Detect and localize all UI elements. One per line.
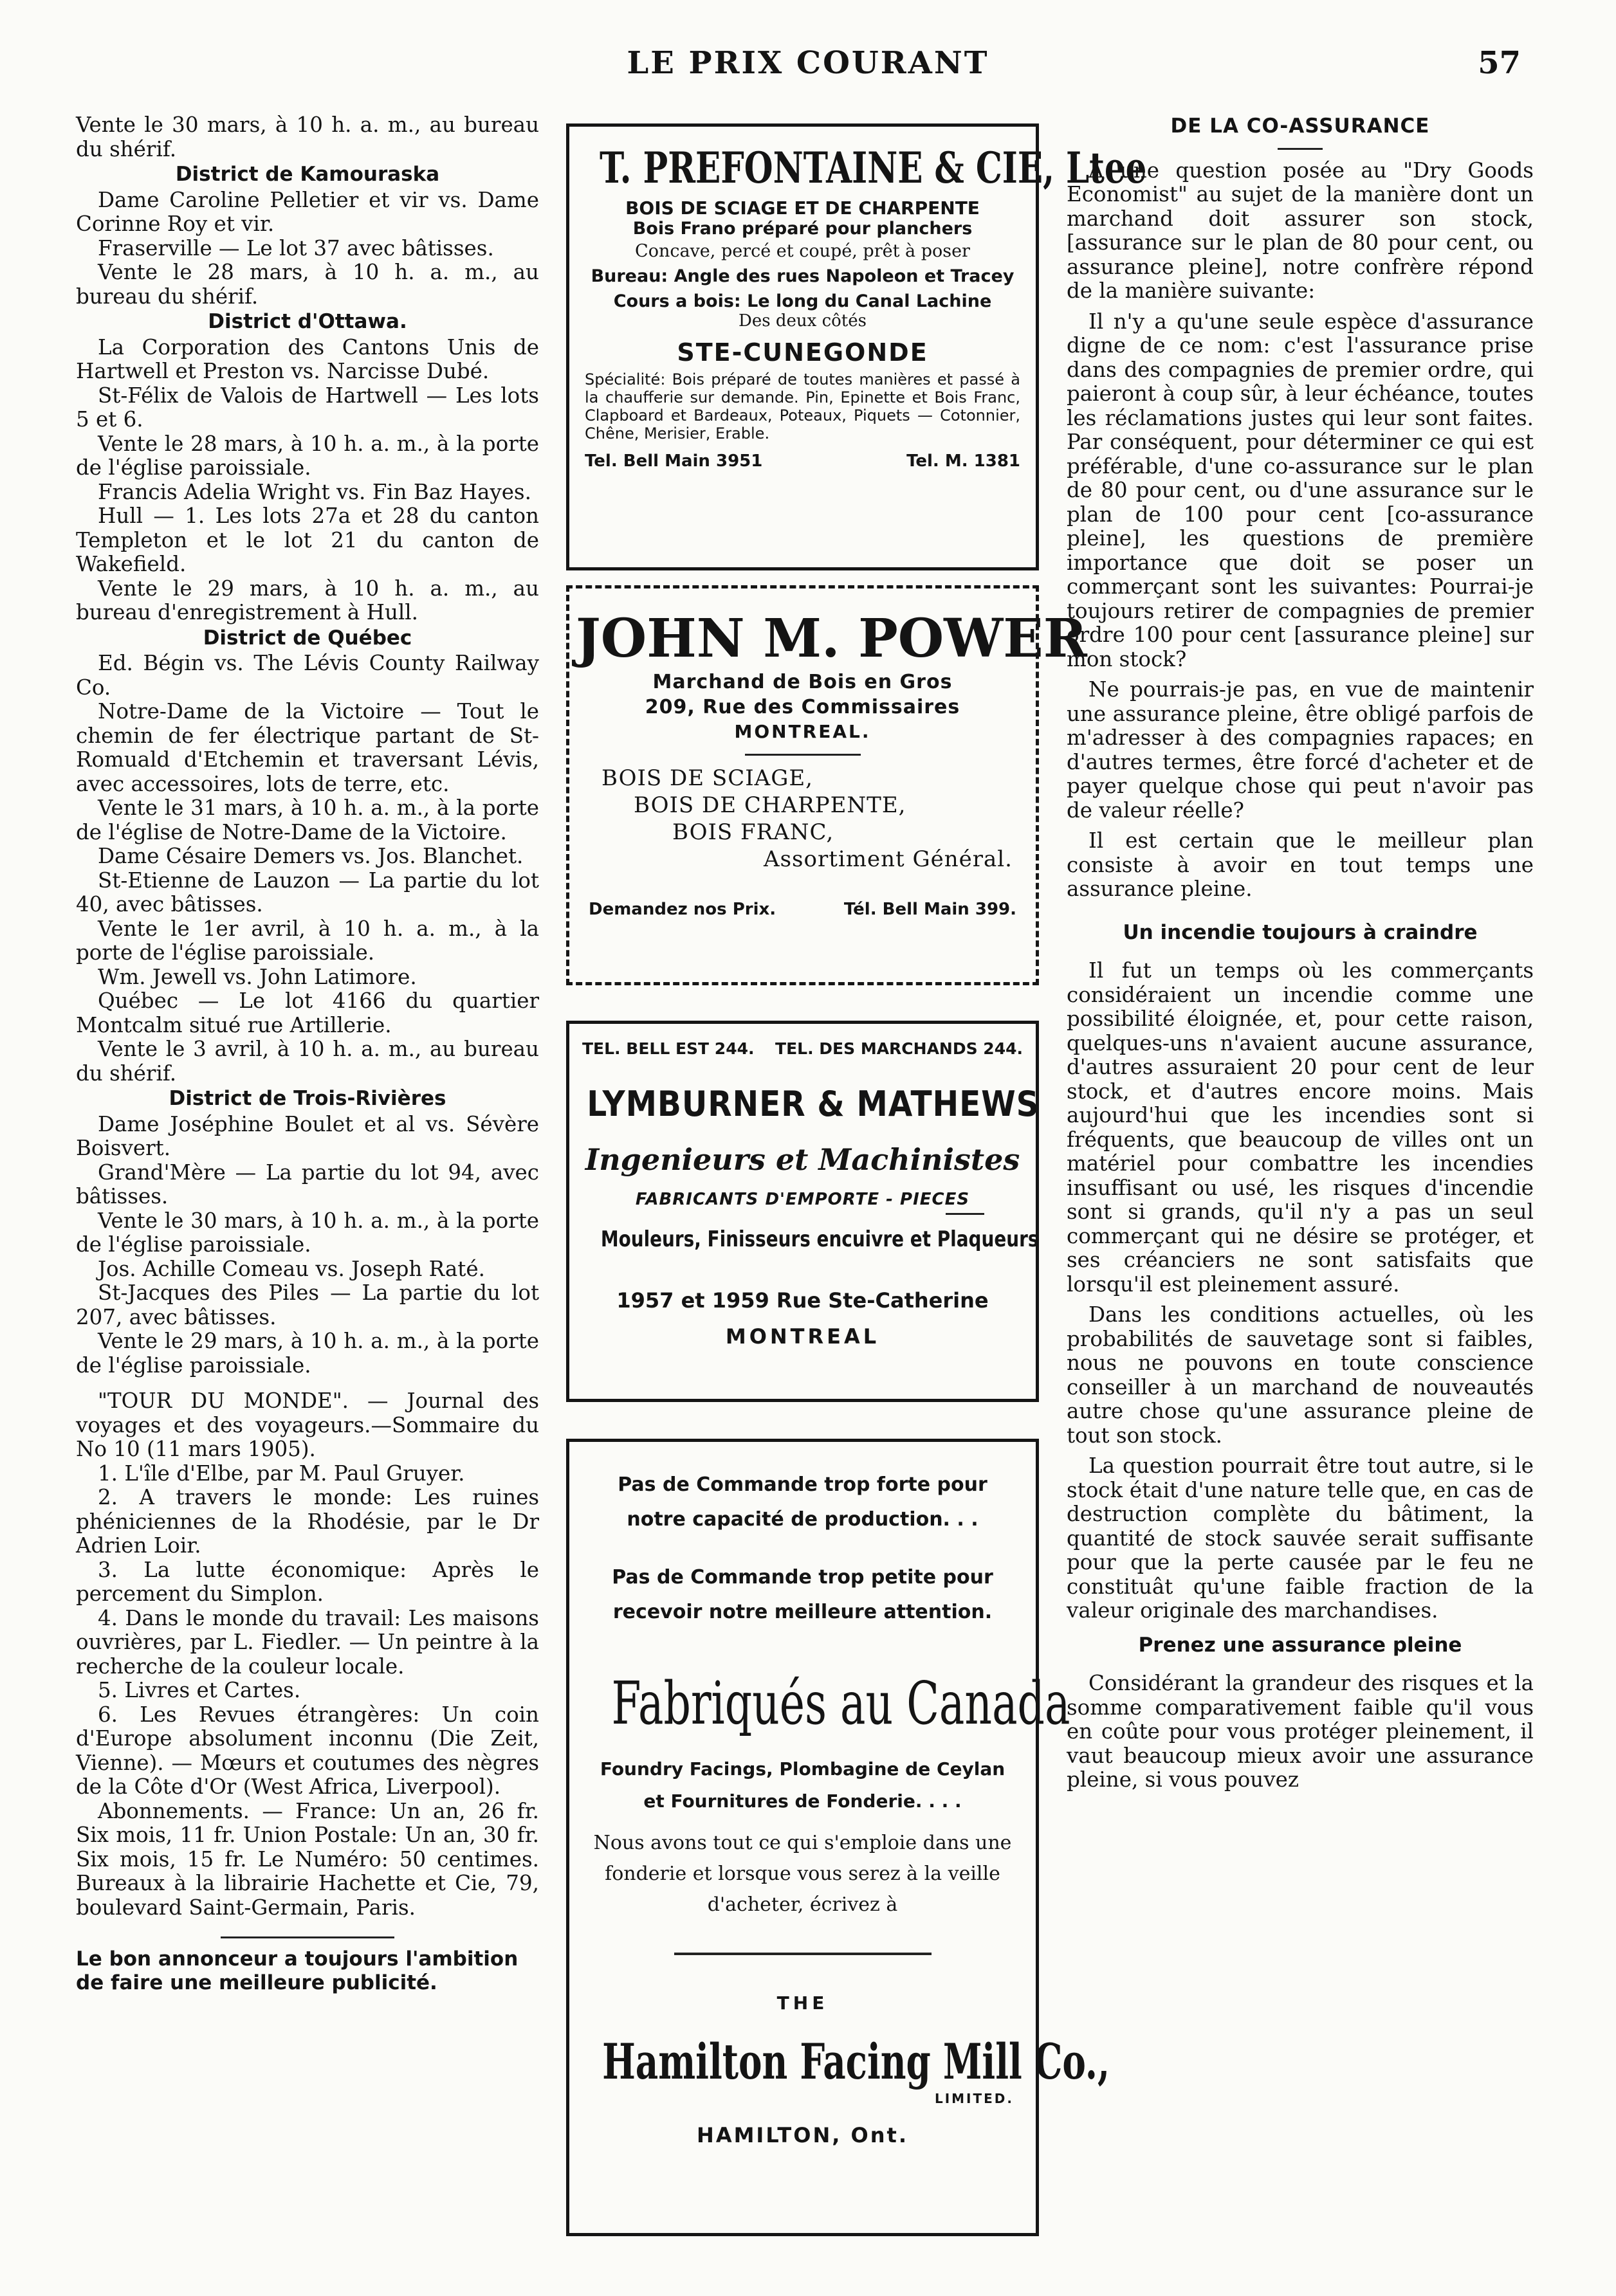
article-paragraph: A une question posée au "Dry Goods Economist" au sujet de la manière dont un marchand doit assurer son stock, [assurance sur le plan de 80 pour cent, ou assurance pleine], notre confrère répond de la manière suivante: bbox=[1067, 158, 1534, 303]
summary-item: 4. Dans le monde du travail: Les maisons ouvrières, par L. Fiedler. — Un peintre à la recherche de la couleur locale. bbox=[76, 1605, 539, 1679]
divider bbox=[946, 1213, 984, 1215]
notice-paragraph: Dame Joséphine Boulet et al vs. Sévère Boisvert. bbox=[76, 1111, 539, 1160]
notice-paragraph: Vente le 31 mars, à 10 h. a. m., à la porte de l'église de Notre-Dame de la Victoire. bbox=[76, 796, 539, 844]
divider bbox=[221, 1936, 394, 1938]
district-heading: District de Québec bbox=[203, 626, 412, 650]
ad-address: 1957 et 1959 Rue Ste-Catherine bbox=[616, 1288, 989, 1313]
article-paragraph: Il fut un temps où les commerçants considéraient un incendie comme une possibilité éloignée, et, pour cette raison, quelques-uns n'avaient aucune assurance, d'autres assuraient 20 pour cent de leur stock, et d'autres encore moins. Mais aujourd'hui que les incendies sont si fréquents, que beaucoup de villes ont un matériel pour combattre les incendies insuffisant ou usé, les risques d'incendie sont si grands, qu'il n'y a pas un seul commerçant qui ne désire se protéger, et ses créanciers ne sont satisfaits que lorsqu'il est pleinement assuré. bbox=[1067, 958, 1534, 1297]
ad-line: Nous avons tout ce qui s'emploie dans une fonderie et lorsque vous serez à la veille d'acheter, écrivez à bbox=[593, 1832, 1012, 1916]
ad-line: Marchand de Bois en Gros bbox=[652, 671, 953, 693]
closing-maxim: Le bon annonceur a toujours l'ambition de faire une meilleure publicité. bbox=[76, 1947, 519, 1994]
ad-line: Mouleurs, Finisseurs encuivre et Plaqueurs bbox=[600, 1226, 1039, 1252]
ad-office-address: Bureau: Angle des rues Napoleon et Tracey bbox=[591, 266, 1015, 286]
district-heading: District d'Ottawa. bbox=[208, 310, 407, 333]
journal-title: LE PRIX COURANT bbox=[627, 45, 989, 81]
ad-telephone: TEL. DES MARCHANDS 244. bbox=[775, 1039, 1023, 1058]
notice-paragraph: La Corporation des Cantons Unis de Hartwell et Preston vs. Narcisse Dubé. bbox=[76, 334, 539, 383]
ad-line: LIMITED. bbox=[934, 2091, 1014, 2106]
ad-city: HAMILTON, Ont. bbox=[697, 2123, 908, 2147]
district-heading: District de Trois-Rivières bbox=[169, 1087, 446, 1110]
ad-line: Concave, percé et coupé, prêt à poser bbox=[635, 241, 970, 261]
notice-paragraph: Wm. Jewell vs. John Latimore. bbox=[98, 964, 417, 989]
advertisement-prefontaine bbox=[566, 123, 1147, 570]
ad-line: Bois Frano préparé pour planchers bbox=[632, 219, 973, 239]
ad-telephone: Tél. Bell Main 399. bbox=[843, 900, 1016, 919]
notice-paragraph: Ed. Bégin vs. The Lévis County Railway Co. bbox=[76, 651, 539, 700]
ad-city: MONTREAL bbox=[725, 1324, 880, 1349]
advertiser-name: JOHN M. POWER bbox=[576, 608, 1087, 670]
notice-paragraph: Vente le 3 avril, à 10 h. a. m., au bureau du shérif. bbox=[76, 1037, 539, 1086]
article-heading: DE LA CO-ASSURANCE bbox=[1170, 114, 1430, 138]
advertisement-lymburner bbox=[566, 1021, 1039, 1402]
notice-paragraph: Vente le 30 mars, à 10 h. a. m., au bureau du shérif. bbox=[76, 113, 539, 161]
right-column bbox=[1067, 113, 1534, 1792]
notice-paragraph: Francis Adelia Wright vs. Fin Baz Hayes. bbox=[98, 479, 531, 504]
notice-paragraph: Hull — 1. Les lots 27a et 28 du canton Templeton et le lot 21 du canton de Wakefield. bbox=[76, 504, 539, 576]
subscription-paragraph: Abonnements. — France: Un an, 26 fr. Six mois, 11 fr. Union Postale: Un an, 30 fr. Six mois, 15 fr. Le Numéro: 50 centimes. Bureaux à la librairie Hachette et Cie, 79, boulevard Saint-Germain, Paris. bbox=[76, 1798, 539, 1920]
notice-paragraph: Québec — Le lot 4166 du quartier Montcalm situé rue Artillerie. bbox=[76, 989, 539, 1037]
summary-item: 2. A travers le monde: Les ruines phéniciennes de la Rhodésie, par le Dr Adrien Loir. bbox=[76, 1485, 539, 1558]
ad-line: THE bbox=[776, 1992, 829, 2014]
ad-slogan: Pas de Commande trop forte pour notre capacité de production. . . bbox=[618, 1473, 987, 1531]
ad-yard-address: Cours a bois: Le long du Canal Lachine bbox=[613, 291, 992, 311]
article-paragraph: Dans les conditions actuelles, où les probabilités de sauvetage sont si faibles, nous ne pouvons en toute conscience conseiller à un marchand de nouveautés autre chose qu'une assurance pleine de tout son stock. bbox=[1067, 1302, 1534, 1448]
divider bbox=[745, 754, 861, 756]
district-heading: District de Kamouraska bbox=[175, 163, 440, 186]
notice-paragraph: Vente le 29 mars, à 10 h. a. m., au bureau d'enregistrement à Hull. bbox=[76, 576, 539, 624]
ad-slogan: Pas de Commande trop petite pour recevoir notre meilleure attention. bbox=[612, 1566, 993, 1623]
journal-summary-paragraph: "TOUR DU MONDE". — Journal des voyages et des voyageurs.—Sommaire du No 10 (11 mars 1905). bbox=[76, 1389, 539, 1461]
advertiser-name: LYMBURNER & MATHEWS bbox=[587, 1084, 1040, 1124]
page-header bbox=[0, 45, 1616, 96]
ad-line: Des deux côtés bbox=[739, 311, 867, 331]
ad-address: 209, Rue des Commissaires bbox=[645, 696, 960, 718]
ad-specialty: Spécialité: Bois préparé de toutes manières et passé à la chaufferie sur demande. Pin, Epinette et Bois Franc, Clapboard et Bardeaux, Poteaux, Piquets — Cotonnier, Chêne, Merisier, Erable. bbox=[585, 370, 1020, 442]
ad-product: BOIS DE SCIAGE, bbox=[601, 765, 813, 791]
notice-paragraph: St-Félix de Valois de Hartwell — Les lots 5 et 6. bbox=[76, 383, 539, 432]
ad-footer-left: Demandez nos Prix. bbox=[589, 900, 776, 919]
ad-line: BOIS DE SCIAGE ET DE CHARPENTE bbox=[625, 197, 980, 219]
ad-footer bbox=[589, 900, 1016, 919]
ad-telephone: Tel. Bell Main 3951 bbox=[585, 451, 763, 471]
article-paragraph: Ne pourrais-je pas, en vue de maintenir une assurance pleine, être obligé parfois de m'adresser à des compagnies rapaces; en d'autres termes, être forcé d'acheter et de payer quelque chose qui peut n'avoir pas de valeur réelle? bbox=[1067, 677, 1534, 823]
ad-telephone: Tel. M. 1381 bbox=[906, 451, 1020, 471]
summary-item: 5. Livres et Cartes. bbox=[98, 1678, 301, 1702]
advertisement-hamilton bbox=[566, 1439, 1110, 2236]
notice-paragraph: St-Etienne de Lauzon — La partie du lot 40, avec bâtisses. bbox=[76, 868, 539, 916]
ad-city: STE-CUNEGONDE bbox=[677, 338, 928, 367]
notice-paragraph: St-Jacques des Piles — La partie du lot 207, avec bâtisses. bbox=[76, 1280, 539, 1329]
divider bbox=[674, 1953, 932, 1955]
ad-line: Ingenieurs et Machinistes bbox=[585, 1142, 1020, 1177]
notice-paragraph: Jos. Achille Comeau vs. Joseph Raté. bbox=[98, 1256, 485, 1281]
left-column bbox=[76, 113, 539, 1995]
notice-paragraph: Notre-Dame de la Victoire — Tout le chemin de fer électrique partant de St-Romuald d'Etchemin et traversant Lévis, avec accessoires, lots de terre, etc. bbox=[76, 699, 539, 796]
summary-item: 1. L'île d'Elbe, par M. Paul Gruyer. bbox=[98, 1461, 465, 1486]
article-paragraph: Il est certain que le meilleur plan consiste à avoir en tout temps une assurance pleine. bbox=[1067, 828, 1534, 901]
article-paragraph: Considérant la grandeur des risques et la somme comparativement faible qu'il vous en coûte pour vous protéger pleinement, il vaut beaucoup mieux avoir une assurance pleine, si vous pouvez bbox=[1067, 1671, 1534, 1792]
notice-paragraph: Vente le 30 mars, à 10 h. a. m., à la porte de l'église paroissiale. bbox=[76, 1208, 539, 1257]
advertiser-name: T. PREFONTAINE & CIE, Ltee bbox=[599, 143, 1147, 193]
divider bbox=[1278, 148, 1323, 150]
ad-line: Foundry Facings, Plombagine de Ceylan et Fournitures de Fonderie. . . . bbox=[600, 1758, 1005, 1812]
notice-paragraph: Vente le 28 mars, à 10 h. a. m., au bureau du shérif. bbox=[76, 260, 539, 309]
ad-product: BOIS FRANC, bbox=[672, 819, 834, 845]
ad-telephone-row bbox=[581, 451, 1024, 471]
ad-telephone: TEL. BELL EST 244. bbox=[582, 1039, 755, 1058]
notice-paragraph: Vente le 28 mars, à 10 h. a. m., à la porte de l'église paroissiale. bbox=[76, 431, 539, 480]
article-paragraph: Il n'y a qu'une seule espèce d'assurance digne de ce nom: c'est l'assurance prise dans des compagnies de premier ordre, qui paieront à coup sûr, à leur échéance, toutes les réclamations justes qui leur sont faites. Par conséquent, pour déterminer ce qui est préférable, d'une co-assurance sur le plan de 80 pour cent, ou d'une assurance sur le plan de 100 pour cent [co-assurance pleine], les questions de première importance que doit se poser un commerçant sont les suivantes: Pourrai-je toujours retirer de compagnies de premier ordre 100 pour cent [assurance pleine] sur mon stock? bbox=[1067, 309, 1534, 671]
ad-products bbox=[589, 765, 1016, 873]
notice-paragraph: Fraserville — Le lot 37 avec bâtisses. bbox=[98, 235, 494, 260]
ad-product: BOIS DE CHARPENTE, bbox=[634, 792, 906, 818]
advertisement-power bbox=[566, 585, 1087, 985]
page-number: 57 bbox=[1478, 45, 1521, 81]
section-heading: Prenez une assurance pleine bbox=[1138, 1633, 1462, 1657]
notice-paragraph: Vente le 1er avril, à 10 h. a. m., à la porte de l'église paroissiale. bbox=[76, 916, 539, 965]
notice-paragraph: Dame Césaire Demers vs. Jos. Blanchet. bbox=[98, 844, 524, 868]
ad-telephone-row bbox=[582, 1039, 1023, 1058]
ad-line: FABRICANTS D'EMPORTE - PIECES bbox=[635, 1190, 970, 1209]
advertiser-name: Hamilton Facing Mill Co., bbox=[602, 2033, 1110, 2090]
summary-item: 6. Les Revues étrangères: Un coin d'Europe absolument inconnu (Die Zeit, Vienne). — Mœurs et coutumes des nègres de la Côte d'Or (West Africa, Liverpool). bbox=[76, 1702, 539, 1799]
article-paragraph: La question pourrait être tout autre, si le stock était d'une nature telle que, en cas de destruction complète du bâtiment, la quantité de stock sauvée serait suffisante pour que la perte causée par le feu ne constituât qu'une faible fraction de la valeur originale des marchandises. bbox=[1067, 1453, 1534, 1623]
ad-headline: Fabriqués au Canada bbox=[611, 1669, 1070, 1738]
ad-product: Assortiment Général. bbox=[764, 846, 1013, 872]
notice-paragraph: Grand'Mère — La partie du lot 94, avec bâtisses. bbox=[76, 1160, 539, 1208]
notice-paragraph: Vente le 29 mars, à 10 h. a. m., à la porte de l'église paroissiale. bbox=[76, 1329, 539, 1378]
section-heading: Un incendie toujours à craindre bbox=[1123, 920, 1478, 944]
summary-item: 3. La lutte économique: Après le percement du Simplon. bbox=[76, 1557, 539, 1606]
ad-city: MONTREAL. bbox=[734, 721, 871, 742]
notice-paragraph: Dame Caroline Pelletier et vir vs. Dame Corinne Roy et vir. bbox=[76, 187, 539, 236]
